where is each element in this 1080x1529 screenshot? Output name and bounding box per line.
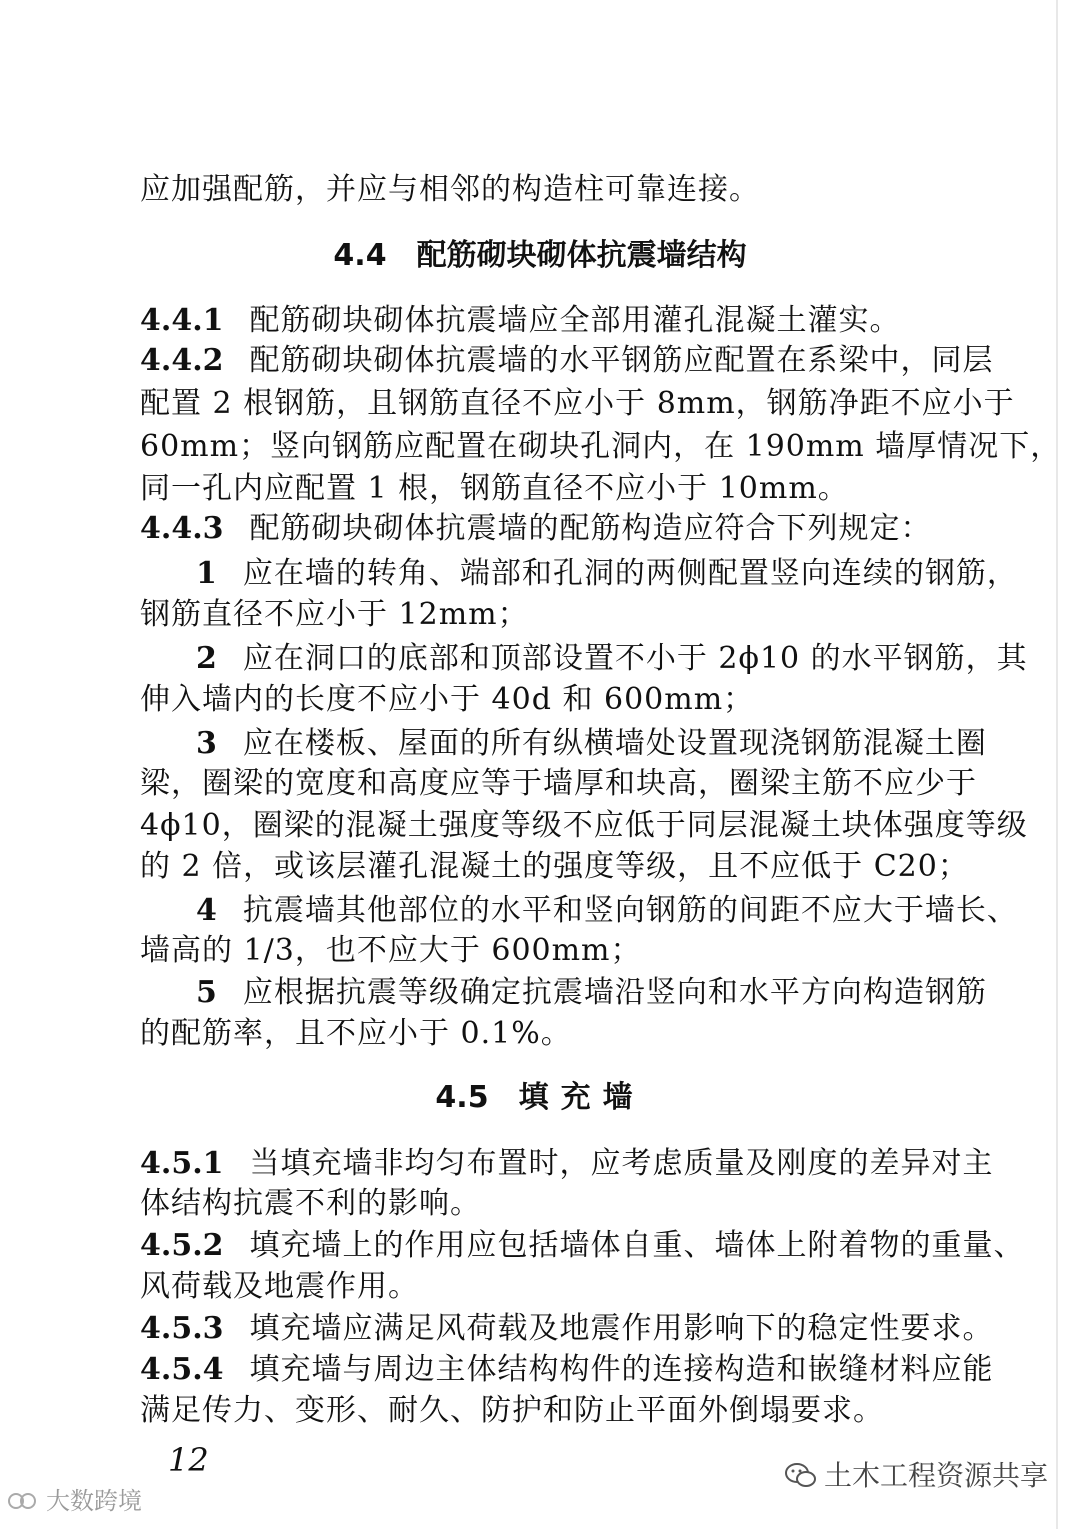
clause-text: 当填充墙非均匀布置时，应考虑质量及刚度的差异对主 bbox=[249, 1146, 994, 1181]
text-line: 同一孔内应配置 1 根，钢筋直径不应小于 10mm。 bbox=[140, 471, 849, 506]
list-item-2 bbox=[196, 639, 1028, 679]
clause-4-5-1 bbox=[140, 1144, 994, 1184]
clause-4-4-2 bbox=[140, 341, 994, 381]
clause-4-4-3 bbox=[140, 509, 932, 549]
section-number: 4.4 bbox=[333, 238, 387, 273]
list-item-5 bbox=[196, 973, 987, 1013]
clause-4-5-3 bbox=[140, 1309, 994, 1349]
text-line: 配置 2 根钢筋，且钢筋直径不应小于 8mm，钢筋净距不应小于 bbox=[140, 386, 1015, 421]
item-text: 应在楼板、屋面的所有纵横墙处设置现浇钢筋混凝土圈 bbox=[242, 726, 987, 761]
clause-number: 4.4.2 bbox=[140, 343, 224, 378]
clause-text: 配筋砌块砌体抗震墙应全部用灌孔混凝土灌实。 bbox=[249, 303, 901, 338]
list-item-3 bbox=[196, 724, 987, 764]
watermark-text: 大数跨境 bbox=[46, 1487, 142, 1515]
watermark-right bbox=[784, 1458, 1048, 1494]
text-line: 风荷载及地震作用。 bbox=[140, 1269, 419, 1304]
clause-text: 配筋砌块砌体抗震墙的配筋构造应符合下列规定： bbox=[249, 511, 932, 546]
item-text: 应在洞口的底部和顶部设置不小于 2ϕ10 的水平钢筋，其 bbox=[242, 641, 1028, 676]
text-line: 钢筋直径不应小于 12mm； bbox=[140, 597, 529, 632]
wechat-icon bbox=[784, 1461, 818, 1491]
item-number: 1 bbox=[196, 556, 217, 591]
page-edge bbox=[1056, 0, 1058, 1529]
item-text: 应根据抗震等级确定抗震墙沿竖向和水平方向构造钢筋 bbox=[242, 975, 987, 1010]
section-heading-4-5 bbox=[0, 1078, 1080, 1118]
text-line: 伸入墙内的长度不应小于 40d 和 600mm； bbox=[140, 682, 755, 717]
text-line: 墙高的 1/3，也不应大于 600mm； bbox=[140, 933, 642, 968]
item-number: 3 bbox=[196, 726, 217, 761]
text-line: 梁，圈梁的宽度和高度应等于墙厚和块高，圈梁主筋不应少于 bbox=[140, 766, 977, 801]
text-line: 应加强配筋，并应与相邻的构造柱可靠连接。 bbox=[140, 172, 760, 207]
list-item-4 bbox=[196, 891, 1018, 931]
item-number: 2 bbox=[196, 641, 217, 676]
text-line: 满足传力、变形、耐久、防护和防止平面外倒塌要求。 bbox=[140, 1393, 884, 1428]
text-line: 体结构抗震不利的影响。 bbox=[140, 1186, 481, 1221]
text-line: 4ϕ10，圈梁的混凝土强度等级不应低于同层混凝土块体强度等级 bbox=[140, 808, 1028, 843]
item-text: 抗震墙其他部位的水平和竖向钢筋的间距不应大于墙长、 bbox=[242, 893, 1018, 928]
section-title: 填充墙 bbox=[518, 1080, 645, 1115]
clause-text: 填充墙应满足风荷载及地震作用影响下的稳定性要求。 bbox=[249, 1311, 994, 1346]
brand-icon bbox=[6, 1486, 40, 1516]
item-number: 5 bbox=[196, 975, 217, 1010]
page-number: 12 bbox=[168, 1441, 209, 1479]
clause-number: 4.4.3 bbox=[140, 511, 224, 546]
clause-number: 4.5.3 bbox=[140, 1311, 224, 1346]
clause-text: 填充墙与周边主体结构构件的连接构造和嵌缝材料应能 bbox=[249, 1352, 994, 1387]
item-text: 应在墙的转角、端部和孔洞的两侧配置竖向连续的钢筋， bbox=[242, 556, 1018, 591]
clause-4-5-2 bbox=[140, 1226, 1025, 1266]
text-line: 60mm；竖向钢筋应配置在砌块孔洞内，在 190mm 墙厚情况下， bbox=[140, 429, 1062, 464]
item-number: 4 bbox=[196, 893, 217, 928]
watermark-text: 土木工程资源共享 bbox=[823, 1459, 1048, 1492]
clause-text: 配筋砌块砌体抗震墙的水平钢筋应配置在系梁中，同层 bbox=[249, 343, 994, 378]
section-title: 配筋砌块砌体抗震墙结构 bbox=[416, 238, 747, 273]
list-item-1 bbox=[196, 554, 1018, 594]
clause-number: 4.5.1 bbox=[140, 1146, 224, 1181]
text-line: 的 2 倍，或该层灌孔混凝土的强度等级，且不应低于 C20； bbox=[140, 849, 969, 884]
clause-number: 4.5.4 bbox=[140, 1352, 224, 1387]
clause-4-5-4 bbox=[140, 1350, 994, 1390]
clause-number: 4.5.2 bbox=[140, 1228, 224, 1263]
clause-4-4-1 bbox=[140, 301, 901, 341]
clause-text: 填充墙上的作用应包括墙体自重、墙体上附着物的重量、 bbox=[249, 1228, 1025, 1263]
section-heading-4-4 bbox=[0, 236, 1080, 276]
clause-number: 4.4.1 bbox=[140, 303, 224, 338]
text-line: 的配筋率，且不应小于 0.1%。 bbox=[140, 1016, 572, 1051]
watermark-left bbox=[6, 1483, 142, 1519]
section-number: 4.5 bbox=[435, 1080, 489, 1115]
